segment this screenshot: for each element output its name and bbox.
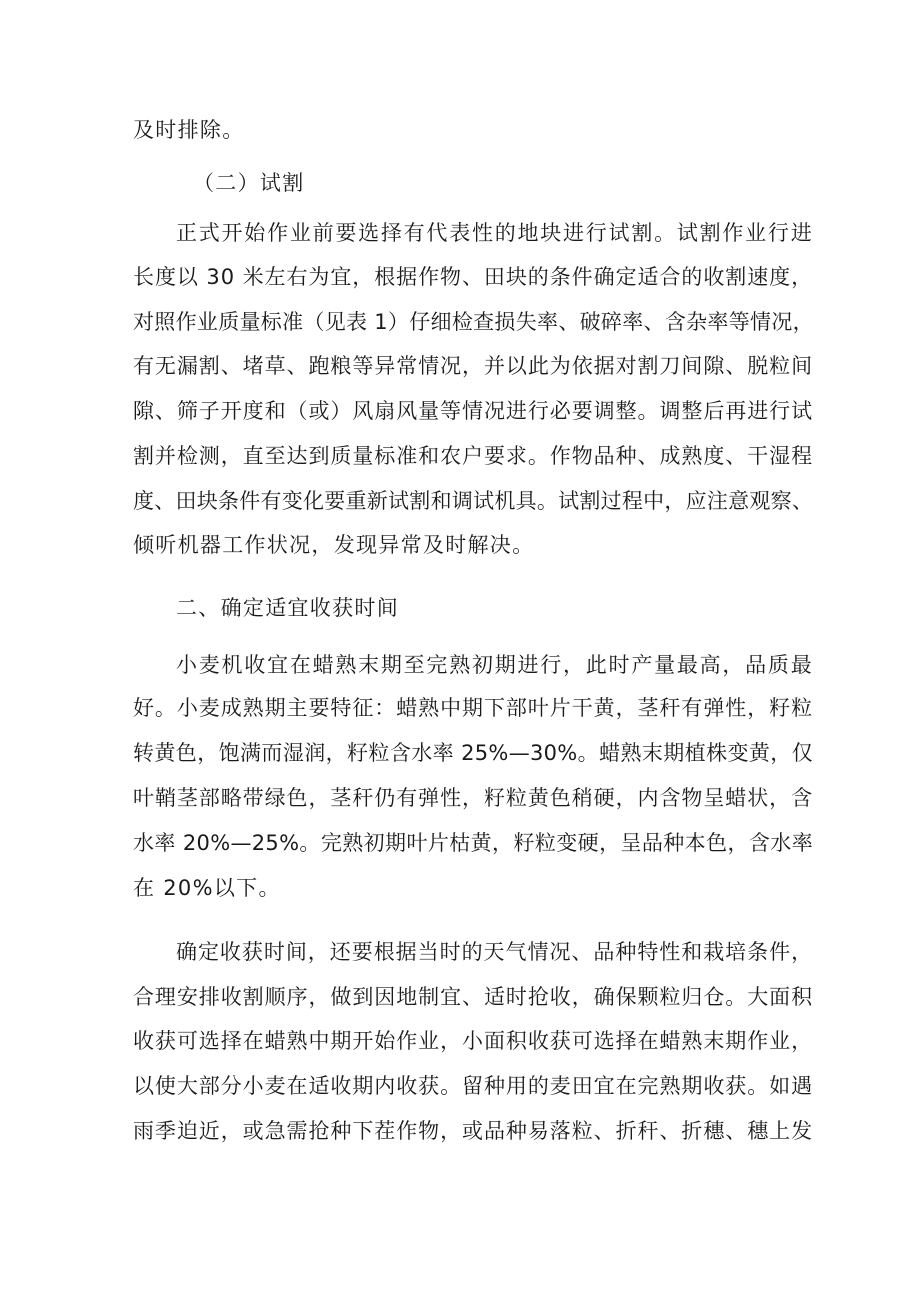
text-line: 长度以 30 米左右为宜，根据作物、田块的条件确定适合的收割速度， xyxy=(133,265,813,289)
text-line: 有无漏割、堵草、跑粮等异常情况，并以此为依据对割刀间隙、脱粒间 xyxy=(133,354,813,378)
text-line: 雨季迫近，或急需抢种下茬作物，或品种易落粒、折秆、折穗、穗上发 xyxy=(133,1119,813,1143)
text-line: 小麦机收宜在蜡熟末期至完熟初期进行，此时产量最高，品质最 xyxy=(176,653,813,677)
section-heading: （二）试割 xyxy=(193,171,305,195)
text-line: 收获可选择在蜡熟中期开始作业，小面积收获可选择在蜡熟末期作业， xyxy=(133,1029,813,1053)
text-line: 度、田块条件有变化要重新试割和调试机具。试割过程中，应注意观察、 xyxy=(133,489,813,513)
text-line: 及时排除。 xyxy=(133,118,245,142)
text-line: 正式开始作业前要选择有代表性的地块进行试割。试割作业行进 xyxy=(176,221,813,245)
text-line: 水率 20%—25%。完熟初期叶片枯黄，籽粒变硬，呈品种本色，含水率 xyxy=(133,831,813,855)
text-line: 在 20%以下。 xyxy=(133,876,281,900)
text-line: 确定收获时间，还要根据当时的天气情况、品种特性和栽培条件， xyxy=(176,940,813,964)
text-line: 对照作业质量标准（见表 1）仔细检查损失率、破碎率、含杂率等情况， xyxy=(133,310,814,334)
text-line: 倾听机器工作状况，发现异常及时解决。 xyxy=(133,533,535,557)
section-heading: 二、确定适宜收获时间 xyxy=(176,596,399,620)
text-line: 隙、筛子开度和（或）风扇风量等情况进行必要调整。调整后再进行试 xyxy=(133,399,813,423)
text-line: 叶鞘茎部略带绿色，茎秆仍有弹性，籽粒黄色稍硬，内含物呈蜡状，含 xyxy=(133,786,813,810)
text-line: 割并检测，直至达到质量标准和农户要求。作物品种、成熟度、干湿程 xyxy=(133,444,813,468)
text-line: 以使大部分小麦在适收期内收获。留种用的麦田宜在完熟期收获。如遇 xyxy=(133,1074,813,1098)
text-line: 合理安排收割顺序，做到因地制宜、适时抢收，确保颗粒归仓。大面积 xyxy=(133,985,813,1009)
text-line: 好。小麦成熟期主要特征：蜡熟中期下部叶片干黄，茎秆有弹性，籽粒 xyxy=(133,696,813,720)
text-line: 转黄色，饱满而湿润，籽粒含水率 25%—30%。蜡熟末期植株变黄，仅 xyxy=(133,741,813,765)
